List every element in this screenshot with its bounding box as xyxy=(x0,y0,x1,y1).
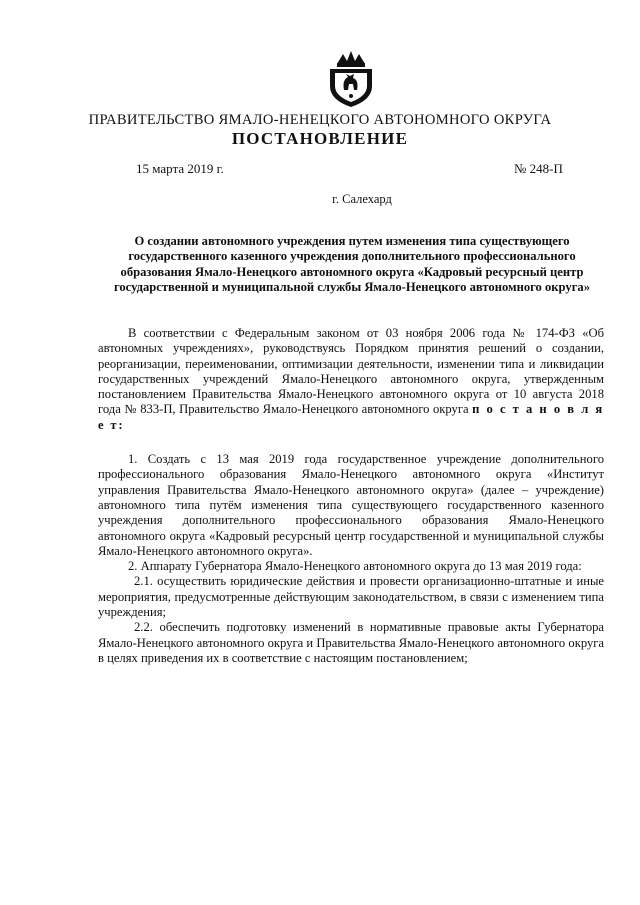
decree-word: п о с т а н о в л я е т: xyxy=(98,402,605,432)
preamble-text: В соответствии с Федеральным законом от 03 ноября 2006 года № 174-ФЗ «Об автономных учреждениях», руководствуясь Порядком принятия решений о создании, реорганизации, переименовании, оптимизации деятельности, изменении типа и ликвидации государственных учреждений Ямало-Ненецкого автономного округа, утвержденным постановлением Правительства Ямало-Ненецкого автономного округа от 10 августа 2018 года № 833-П, Правительство Ямало-Ненецкого автономного округа xyxy=(98,326,604,417)
paragraph-2-1: 2.1. осуществить юридические действия и провести организационно-штатные и иные мероприятия, предусмотренные действующим законодательством, в связи с изменением типа учреждения; xyxy=(98,574,604,620)
paragraph-2: 2. Аппарату Губернатора Ямало-Ненецкого автономного округа до 13 мая 2019 года: xyxy=(128,559,582,574)
paragraph-2-2: 2.2. обеспечить подготовку изменений в нормативные правовые акты Губернатора Ямало-Ненецкого автономного округа и Правительства Ямало-Ненецкого автономного округа в целях приведения их в соответствие с настоящим постановлением; xyxy=(98,620,604,665)
document-number: № 248-П xyxy=(514,161,563,176)
document-type: ПОСТАНОВЛЕНИЕ xyxy=(231,129,409,148)
document-date: 15 марта 2019 г. xyxy=(136,161,224,176)
paragraph-1: 1. Создать с 13 мая 2019 года государственное учреждение дополнительного профессионального образования Ямало-Ненецкого автономного округа «Институт управления Правительства Ямало-Ненецкого автономного округа» (далее – учреждение) автономного типа путём изменения типа существующего государственного казенного учреждения дополнительного профессионального образования Ямало-Ненецкого автономного округа «Кадровый ресурсный центр государственной и муниципальной службы Ямало-Ненецкого автономного округа». xyxy=(98,452,604,558)
document-city: г. Салехард xyxy=(332,192,392,206)
preamble-paragraph xyxy=(98,326,604,433)
coat-of-arms-emblem-icon xyxy=(328,50,374,108)
document-body xyxy=(98,326,604,666)
government-name: ПРАВИТЕЛЬСТВО ЯМАЛО-НЕНЕЦКОГО АВТОНОМНОГО ОКРУГА xyxy=(88,112,552,128)
document-title: О создании автономного учреждения путем изменения типа существующего государственного казенного учреждения дополнительного профессионального образования Ямало-Ненецкого автономного округа «Кадровый ресурсный центр государственной и муниципальной службы Ямало-Ненецкого автономного округа» xyxy=(113,234,591,295)
